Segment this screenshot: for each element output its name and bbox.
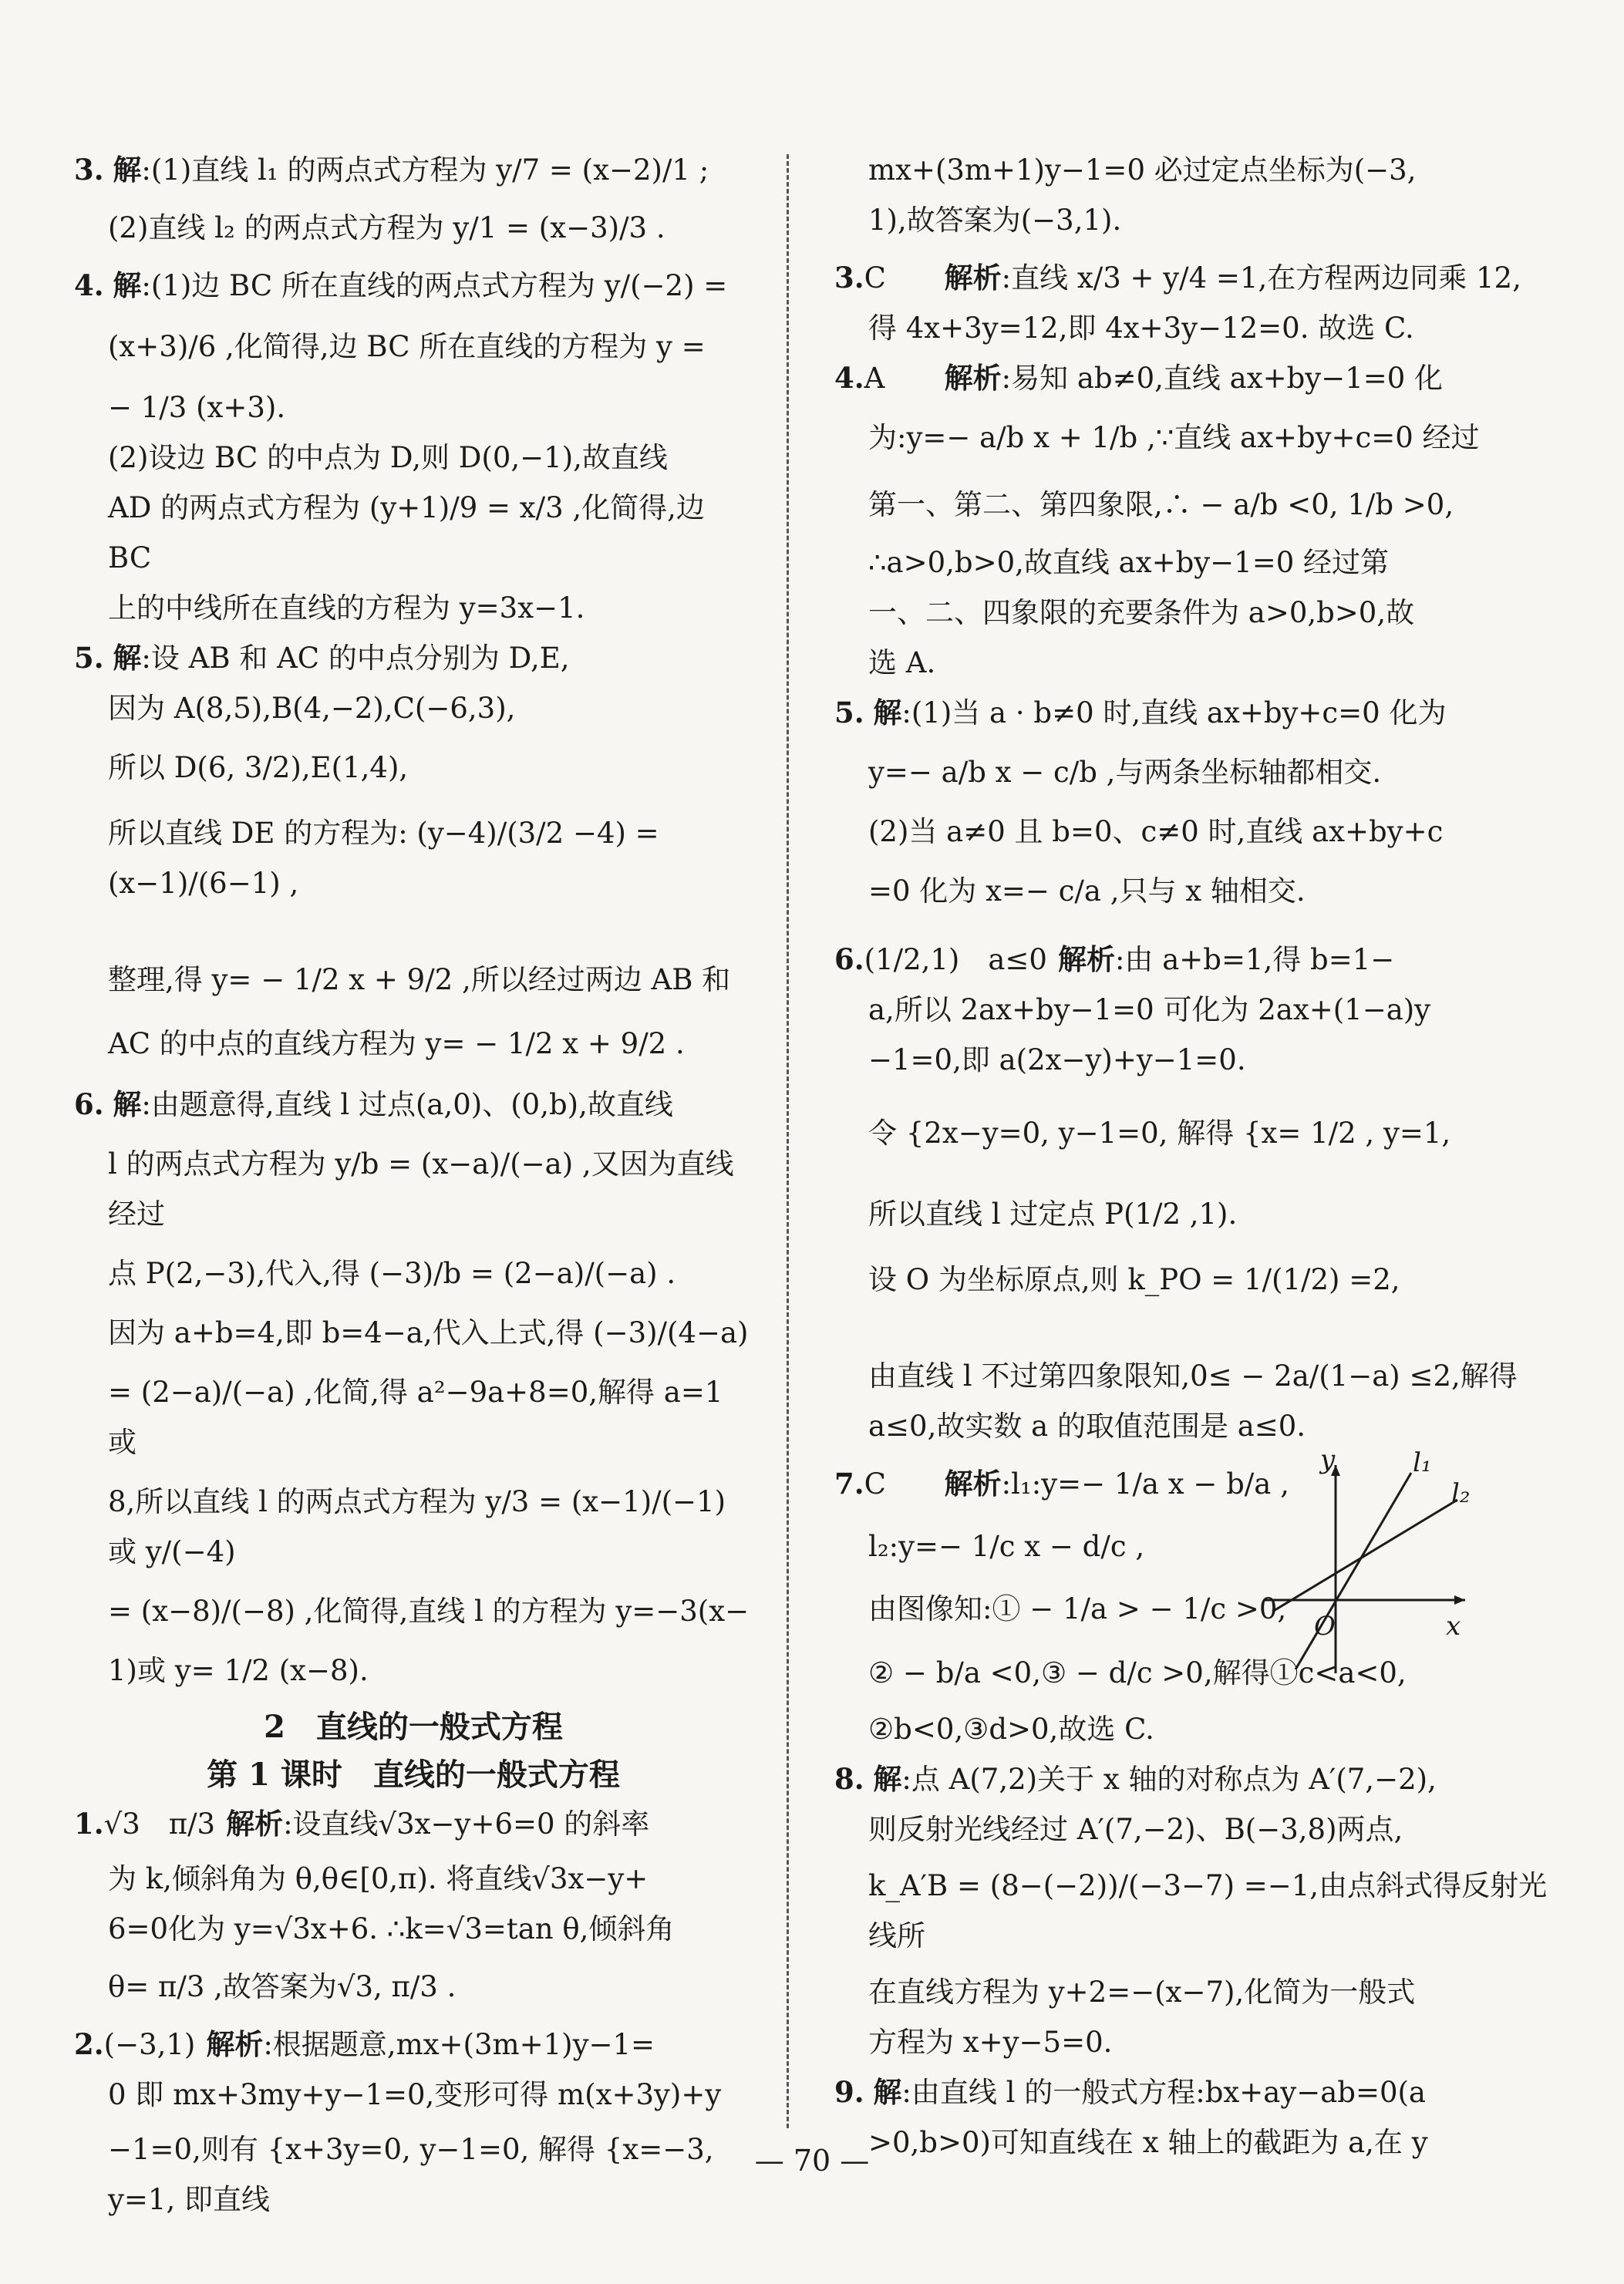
problem-6 xyxy=(74,1080,753,1696)
text-line: = (2−a)/(−a) ,化简,得 a²−9a+8=0,解得 a=1 或 xyxy=(108,1376,723,1459)
text-line: =0 化为 x=− c/a ,只与 x 轴相交. xyxy=(868,874,1306,908)
solution-label: 解 xyxy=(113,153,142,187)
text-line: ②b<0,③d>0,故选 C. xyxy=(868,1713,1154,1746)
text-line: AC 的中点的直线方程为 y= − 1/2 x + 9/2 . xyxy=(108,1027,685,1060)
text-line: 因为 A(8,5),B(4,−2),C(−6,3), xyxy=(108,692,516,725)
line-graph-figure xyxy=(1249,1450,1481,1681)
text-line: 为 k,倾斜角为 θ,θ∈[0,π). 将直线√3x−y+ xyxy=(108,1862,649,1895)
exercise-2 xyxy=(74,2020,753,2225)
text-line: :易知 ab≠0,直线 ax+by−1=0 化 xyxy=(1001,362,1444,395)
text-line: ② − b/a <0,③ − d/c >0,解得①c<a<0, xyxy=(868,1656,1407,1689)
solution-label: 解 xyxy=(873,2075,902,2109)
text-line: :直线 x/3 + y/4 =1,在方程两边同乘 12, xyxy=(1001,261,1521,295)
text-line: θ= π/3 ,故答案为√3, π/3 . xyxy=(108,1970,457,2003)
problem-number: 4. xyxy=(834,361,864,395)
text-line: − 1/3 (x+3). xyxy=(108,391,286,424)
text-line: 1),故答案为(−3,1). xyxy=(868,204,1122,237)
text-line: :由 a+b=1,得 b=1− xyxy=(1114,943,1395,976)
problem-number: 5. xyxy=(74,641,104,675)
answer: (−3,1) xyxy=(103,2028,196,2061)
subsection-title: 第 1 课时 直线的一般式方程 xyxy=(207,1757,620,1793)
text-line: 1)或 y= 1/2 (x−8). xyxy=(108,1654,369,1687)
exercise-4 xyxy=(834,353,1552,688)
x-axis-arrow xyxy=(1454,1595,1465,1605)
text-line: 所以直线 DE 的方程为: (y−4)/(3/2 −4) = (x−1)/(6−1) , xyxy=(108,817,659,900)
text-line: 得 4x+3y=12,即 4x+3y−12=0. 故选 C. xyxy=(868,312,1414,345)
problem-number: 7. xyxy=(834,1467,864,1501)
exercise-1 xyxy=(74,1799,753,2012)
analysis-label: 解析 xyxy=(944,1467,1002,1501)
exercise-2-continued xyxy=(834,145,1552,245)
text-line: :(1)当 a · b≠0 时,直线 ax+by+c=0 化为 xyxy=(901,696,1447,729)
text-line: l 的两点式方程为 y/b = (x−a)/(−a) ,又因为直线经过 xyxy=(108,1147,734,1231)
text-line: 点 P(2,−3),代入,得 (−3)/b = (2−a)/(−a) . xyxy=(108,1257,676,1290)
right-column xyxy=(834,145,1552,2168)
column-divider xyxy=(787,154,789,2128)
problem-4 xyxy=(74,261,753,633)
l2-label: l₂ xyxy=(1451,1478,1471,1509)
text-line: (x+3)/6 ,化简得,边 BC 所在直线的方程为 y = xyxy=(108,330,706,363)
x-axis-label: x xyxy=(1446,1611,1461,1642)
section-title: 2 直线的一般式方程 xyxy=(264,1709,563,1745)
text-line: 选 A. xyxy=(868,646,936,679)
text-line: :点 A(7,2)关于 x 轴的对称点为 A′(7,−2), xyxy=(901,1763,1437,1796)
text-line: :根据题意,mx+(3m+1)y−1= xyxy=(263,2028,655,2061)
text-line: −1=0,即 a(2x−y)+y−1=0. xyxy=(868,1043,1246,1076)
answer: C xyxy=(864,1467,886,1501)
analysis-label: 解析 xyxy=(206,2027,264,2061)
problem-number: 8. xyxy=(834,1762,864,1796)
solution-label: 解 xyxy=(113,268,142,302)
text-line: 第一、第二、第四象限,∴ − a/b <0, 1/b >0, xyxy=(868,488,1454,521)
text-line: 则反射光线经过 A′(7,−2)、B(−3,8)两点, xyxy=(868,1813,1403,1846)
text-line: = (x−8)/(−8) ,化简得,直线 l 的方程为 y=−3(x− xyxy=(108,1595,750,1628)
solution-label: 解 xyxy=(113,1087,142,1121)
text-line: >0,b>0)可知直线在 x 轴上的截距为 a,在 y xyxy=(868,2126,1428,2159)
y-axis-label: y xyxy=(1320,1450,1336,1475)
analysis-label: 解析 xyxy=(1057,942,1115,976)
page-number: — 70 — xyxy=(754,2144,870,2178)
text-line: (2)直线 l₂ 的两点式方程为 y/1 = (x−3)/3 . xyxy=(108,211,665,244)
text-line: :由直线 l 的一般式方程:bx+ay−ab=0(a xyxy=(901,2076,1426,2109)
text-line: 所以 D(6, 3/2),E(1,4), xyxy=(108,751,409,784)
text-line: a≤0,故实数 a 的取值范围是 a≤0. xyxy=(868,1410,1306,1443)
solution-label: 解 xyxy=(873,1762,902,1796)
answer: √3 π/3 xyxy=(103,1807,216,1841)
problem-number: 1. xyxy=(74,1807,104,1841)
text-line: 6=0化为 y=√3x+6. ∴k=√3=tan θ,倾斜角 xyxy=(108,1912,675,1945)
text-line: :设 AB 和 AC 的中点分别为 D,E, xyxy=(141,642,570,675)
answer: A xyxy=(864,362,885,395)
exercise-5 xyxy=(834,688,1552,916)
text-line: 8,所以直线 l 的两点式方程为 y/3 = (x−1)/(−1) 或 y/(−4) xyxy=(108,1485,726,1568)
text-line: (2)当 a≠0 且 b=0、c≠0 时,直线 ax+by+c xyxy=(868,815,1444,848)
problem-number: 3. xyxy=(74,153,104,187)
text-line: 所以直线 l 过定点 P(1/2 ,1). xyxy=(868,1198,1238,1231)
text-line: :由题意得,直线 l 过点(a,0)、(0,b),故直线 xyxy=(141,1088,673,1121)
text-line: 设 O 为坐标原点,则 k_PO = 1/(1/2) =2, xyxy=(868,1263,1400,1296)
text-line: 为:y=− a/b x + 1/b ,∵直线 ax+by+c=0 经过 xyxy=(868,421,1480,454)
text-line: AD 的两点式方程为 (y+1)/9 = x/3 ,化简得,边 BC xyxy=(108,491,705,574)
text-line: :(1)边 BC 所在直线的两点式方程为 y/(−2) = xyxy=(141,269,728,302)
text-line: (2)设边 BC 的中点为 D,则 D(0,−1),故直线 xyxy=(108,441,668,474)
text-line: 方程为 x+y−5=0. xyxy=(868,2026,1113,2059)
solution-label: 解 xyxy=(113,641,142,675)
answer: (1/2,1) a≤0 xyxy=(864,943,1047,976)
analysis-label: 解析 xyxy=(944,261,1002,295)
text-line: 由图像知:① − 1/a > − 1/c >0, xyxy=(868,1592,1287,1625)
text-line: −1=0,则有 {x+3y=0, y−1=0, 解得 {x=−3, y=1, 即直线 xyxy=(108,2133,714,2216)
problem-number: 2. xyxy=(74,2027,104,2061)
line-l2 xyxy=(1272,1500,1457,1612)
problem-number: 5. xyxy=(834,696,864,729)
exercise-3 xyxy=(834,253,1552,353)
text-line: 由直线 l 不过第四象限知,0≤ − 2a/(1−a) ≤2,解得 xyxy=(868,1359,1518,1393)
text-line: :设直线√3x−y+6=0 的斜率 xyxy=(283,1807,650,1841)
text-line: 令 {2x−y=0, y−1=0, 解得 {x= 1/2 , y=1, xyxy=(868,1117,1451,1150)
text-line: y=− a/b x − c/b ,与两条坐标轴都相交. xyxy=(868,756,1382,789)
text-line: :l₁:y=− 1/a x − b/a , xyxy=(1001,1467,1289,1501)
solution-label: 解 xyxy=(873,696,902,729)
exercise-6 xyxy=(834,935,1552,1451)
problem-number: 6. xyxy=(74,1087,104,1121)
text-line: ∴a>0,b>0,故直线 ax+by−1=0 经过第 xyxy=(868,546,1390,579)
text-line: 在直线方程为 y+2=−(x−7),化简为一般式 xyxy=(868,1976,1416,2009)
text-line: a,所以 2ax+by−1=0 可化为 2ax+(1−a)y xyxy=(868,993,1431,1026)
text-line: 上的中线所在直线的方程为 y=3x−1. xyxy=(108,591,585,625)
text-line: 整理,得 y= − 1/2 x + 9/2 ,所以经过两边 AB 和 xyxy=(108,963,731,996)
text-line: k_A′B = (8−(−2))/(−3−7) =−1,由点斜式得反射光线所 xyxy=(868,1869,1548,1952)
line-l1 xyxy=(1295,1473,1411,1669)
problem-5 xyxy=(74,633,753,1069)
text-line: mx+(3m+1)y−1=0 必过定点坐标为(−3, xyxy=(868,153,1417,187)
answer: C xyxy=(864,261,886,295)
analysis-label: 解析 xyxy=(226,1807,284,1841)
origin-label: O xyxy=(1314,1611,1336,1642)
problem-number: 4. xyxy=(74,268,104,302)
analysis-label: 解析 xyxy=(944,361,1002,395)
problem-number: 6. xyxy=(834,942,864,976)
left-column xyxy=(74,145,753,2225)
exercise-8 xyxy=(834,1754,1552,2067)
text-line: 0 即 mx+3my+y−1=0,变形可得 m(x+3y)+y xyxy=(108,2078,722,2111)
text-line: l₂:y=− 1/c x − d/c , xyxy=(868,1530,1145,1563)
text-line: 一、二、四象限的充要条件为 a>0,b>0,故 xyxy=(868,596,1415,629)
problem-number: 9. xyxy=(834,2075,864,2109)
l1-label: l₁ xyxy=(1413,1450,1432,1478)
text-line: :(1)直线 l₁ 的两点式方程为 y/7 = (x−2)/1 ; xyxy=(141,153,709,187)
text-line: 因为 a+b=4,即 b=4−a,代入上式,得 (−3)/(4−a) xyxy=(108,1316,749,1349)
problem-3 xyxy=(74,145,753,253)
problem-number: 3. xyxy=(834,261,864,295)
